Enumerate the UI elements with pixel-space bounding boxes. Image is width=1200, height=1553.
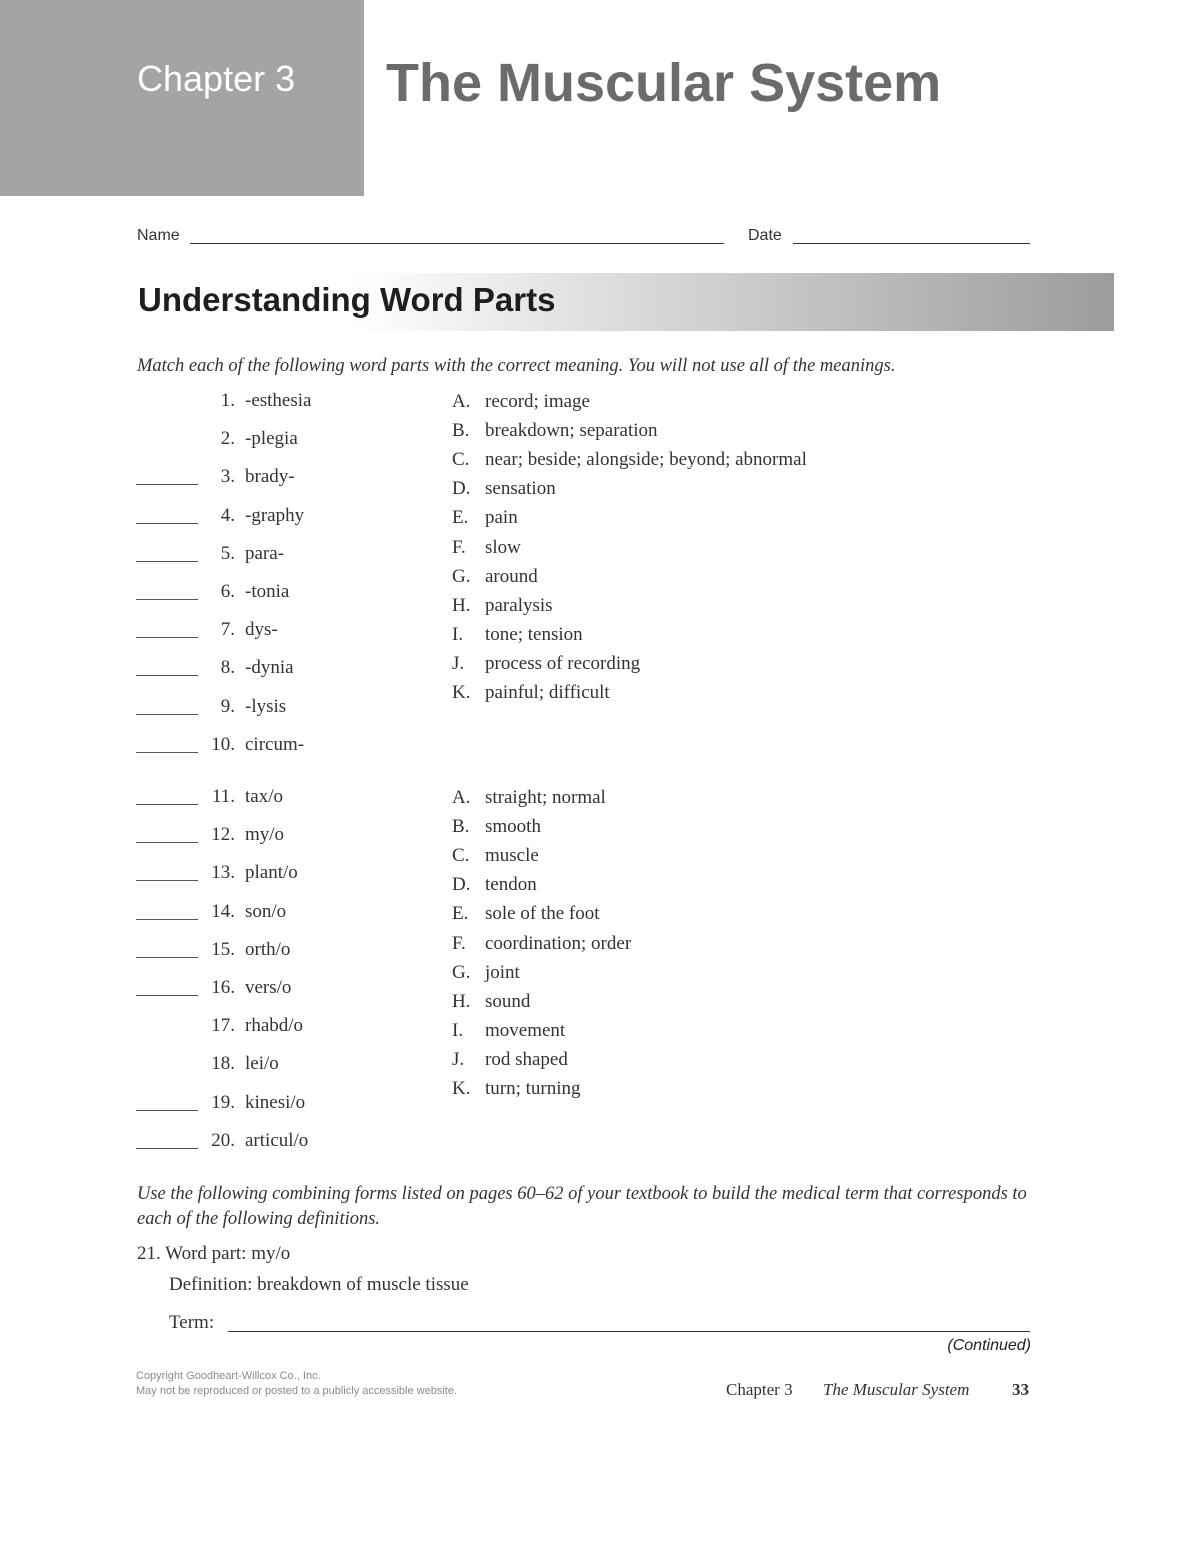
date-label: Date	[748, 227, 782, 244]
question-number: 15.	[211, 938, 235, 960]
name-label: Name	[137, 227, 180, 244]
meaning-letter: E.	[452, 903, 469, 925]
q21-term-label: Term:	[169, 1312, 215, 1333]
continued-note: (Continued)	[947, 1337, 1031, 1354]
meaning-row	[452, 874, 952, 900]
word-part: -graphy	[245, 504, 305, 526]
chapter-label: Chapter 3	[137, 58, 296, 99]
meaning-letter: J.	[452, 652, 465, 674]
question-row	[136, 696, 376, 722]
meaning-row	[452, 1020, 952, 1046]
question-row	[136, 1092, 376, 1118]
meaning-text: smooth	[485, 816, 541, 838]
word-part: circum-	[245, 733, 305, 755]
question-row	[136, 543, 376, 569]
meaning-letter: J.	[452, 1048, 465, 1070]
word-part: my/o	[245, 824, 285, 846]
footer-chapter: Chapter 3	[726, 1380, 793, 1399]
meaning-row	[452, 962, 952, 988]
meaning-row	[452, 903, 952, 929]
meaning-text: movement	[485, 1019, 566, 1041]
copyright-line-1: Copyright Goodheart-Willcox Co., Inc.	[136, 1370, 321, 1382]
question-row	[136, 786, 376, 812]
question-row	[136, 505, 376, 531]
question-number: 9.	[220, 695, 235, 717]
meaning-text: turn; turning	[485, 1078, 581, 1099]
word-part: tax/o	[245, 786, 283, 807]
meaning-row	[452, 991, 952, 1017]
meaning-letter: I.	[452, 623, 464, 645]
question-number: 12.	[211, 824, 235, 846]
page-number: 33	[1012, 1380, 1029, 1399]
meaning-text: sole of the foot	[485, 903, 600, 925]
meaning-text: paralysis	[485, 594, 553, 616]
meaning-text: slow	[485, 536, 521, 558]
meaning-row	[452, 653, 952, 679]
question-number: 10.	[211, 733, 235, 755]
page-title: The Muscular System	[386, 53, 942, 113]
meaning-row	[452, 845, 952, 871]
section-title: Understanding Word Parts	[138, 281, 556, 318]
meaning-row	[452, 420, 952, 446]
meaning-letter: H.	[452, 594, 471, 616]
question-row	[136, 901, 376, 927]
meaning-letter: A.	[452, 787, 471, 808]
word-part: -esthesia	[245, 390, 312, 411]
question-number: 14.	[211, 900, 235, 922]
meaning-row	[452, 1078, 952, 1104]
meaning-row	[452, 537, 952, 563]
word-part: -tonia	[245, 581, 290, 602]
word-part: rhabd/o	[245, 1015, 304, 1037]
meaning-letter: B.	[452, 816, 470, 838]
question-row	[136, 581, 376, 607]
question-row	[136, 657, 376, 683]
meaning-letter: C.	[452, 845, 470, 867]
question-row	[136, 939, 376, 965]
meaning-row	[452, 507, 952, 533]
meaning-text: near; beside; alongside; beyond; abnormal	[485, 449, 807, 471]
meaning-letter: G.	[452, 961, 471, 983]
question-row	[136, 1015, 376, 1041]
matching-instructions: Match each of the following word parts with the correct meaning. You will not use all of the meanings.	[137, 356, 896, 376]
question-number: 6.	[220, 581, 235, 602]
meaning-letter: I.	[452, 1019, 464, 1041]
word-part: articul/o	[245, 1129, 309, 1151]
meaning-row	[452, 624, 952, 650]
meaning-text: tone; tension	[485, 623, 583, 645]
meaning-text: record; image	[485, 391, 590, 412]
meaning-text: tendon	[485, 874, 537, 896]
word-part: para-	[245, 542, 285, 564]
meaning-letter: G.	[452, 565, 471, 587]
q21-word-part: 21. Word part: my/o	[137, 1243, 291, 1264]
meaning-row	[452, 682, 952, 708]
question-row	[136, 1053, 376, 1079]
meaning-text: straight; normal	[485, 787, 606, 808]
word-part: -plegia	[245, 428, 298, 450]
build-instructions: Use the following combining forms listed on pages 60–62 of your textbook to build the medical term that corresponds to each of the following definitions.	[137, 1184, 1027, 1229]
question-number: 3.	[220, 466, 235, 488]
question-row	[136, 619, 376, 645]
footer-chapter-title: The Muscular System	[823, 1380, 970, 1399]
question-number: 4.	[220, 504, 235, 526]
meaning-letter: K.	[452, 1078, 471, 1099]
meaning-row	[452, 566, 952, 592]
meaning-row	[452, 933, 952, 959]
meaning-letter: H.	[452, 990, 471, 1012]
meaning-text: process of recording	[485, 652, 641, 674]
word-part: vers/o	[245, 977, 292, 998]
meaning-letter: D.	[452, 874, 471, 896]
meaning-text: coordination; order	[485, 932, 632, 954]
word-part: brady-	[245, 466, 295, 488]
meaning-row	[452, 1049, 952, 1075]
question-row	[136, 1130, 376, 1156]
word-part: orth/o	[245, 938, 291, 960]
word-part: -lysis	[245, 695, 287, 717]
word-part: son/o	[245, 900, 287, 922]
word-part: plant/o	[245, 862, 298, 884]
question-row	[136, 862, 376, 888]
question-row	[136, 734, 376, 760]
meaning-row	[452, 787, 952, 813]
question-number: 19.	[211, 1091, 235, 1113]
meaning-letter: E.	[452, 507, 469, 529]
meaning-text: breakdown; separation	[485, 420, 658, 442]
word-part: -dynia	[245, 657, 294, 679]
name-field[interactable]	[190, 243, 724, 244]
question-number: 11.	[211, 786, 235, 807]
meaning-row	[452, 595, 952, 621]
meaning-row	[452, 449, 952, 475]
meaning-letter: B.	[452, 420, 470, 442]
meaning-row	[452, 391, 952, 417]
meaning-letter: F.	[452, 536, 466, 558]
question-number: 13.	[211, 862, 235, 884]
meaning-letter: K.	[452, 682, 471, 703]
word-part: lei/o	[245, 1053, 279, 1075]
meaning-text: muscle	[485, 845, 539, 867]
meaning-letter: F.	[452, 932, 466, 954]
question-number: 17.	[211, 1015, 235, 1037]
meaning-row	[452, 478, 952, 504]
question-number: 1.	[220, 390, 235, 411]
meaning-text: pain	[485, 507, 518, 529]
question-row	[136, 824, 376, 850]
meaning-letter: C.	[452, 449, 470, 471]
question-number: 18.	[211, 1053, 235, 1075]
word-part: dys-	[245, 619, 278, 641]
q21-term-field[interactable]	[228, 1331, 1030, 1332]
question-number: 7.	[220, 619, 235, 641]
question-row	[136, 390, 376, 416]
q21-definition: Definition: breakdown of muscle tissue	[169, 1274, 469, 1295]
meaning-text: rod shaped	[485, 1048, 568, 1070]
question-number: 2.	[220, 428, 235, 450]
meaning-text: painful; difficult	[485, 682, 610, 703]
meaning-letter: D.	[452, 478, 471, 500]
question-row	[136, 977, 376, 1003]
question-number: 16.	[211, 977, 235, 998]
question-row	[136, 466, 376, 492]
meaning-text: around	[485, 565, 538, 587]
word-part: kinesi/o	[245, 1091, 306, 1113]
date-field[interactable]	[793, 243, 1030, 244]
question-number: 5.	[220, 542, 235, 564]
question-row	[136, 428, 376, 454]
meaning-text: sound	[485, 990, 531, 1012]
meaning-letter: A.	[452, 391, 471, 412]
copyright-line-2: May not be reproduced or posted to a publicly accessible website.	[136, 1385, 458, 1397]
meaning-row	[452, 816, 952, 842]
question-number: 8.	[220, 657, 235, 679]
meaning-text: joint	[485, 961, 520, 983]
question-number: 20.	[211, 1129, 235, 1151]
meaning-text: sensation	[485, 478, 556, 500]
